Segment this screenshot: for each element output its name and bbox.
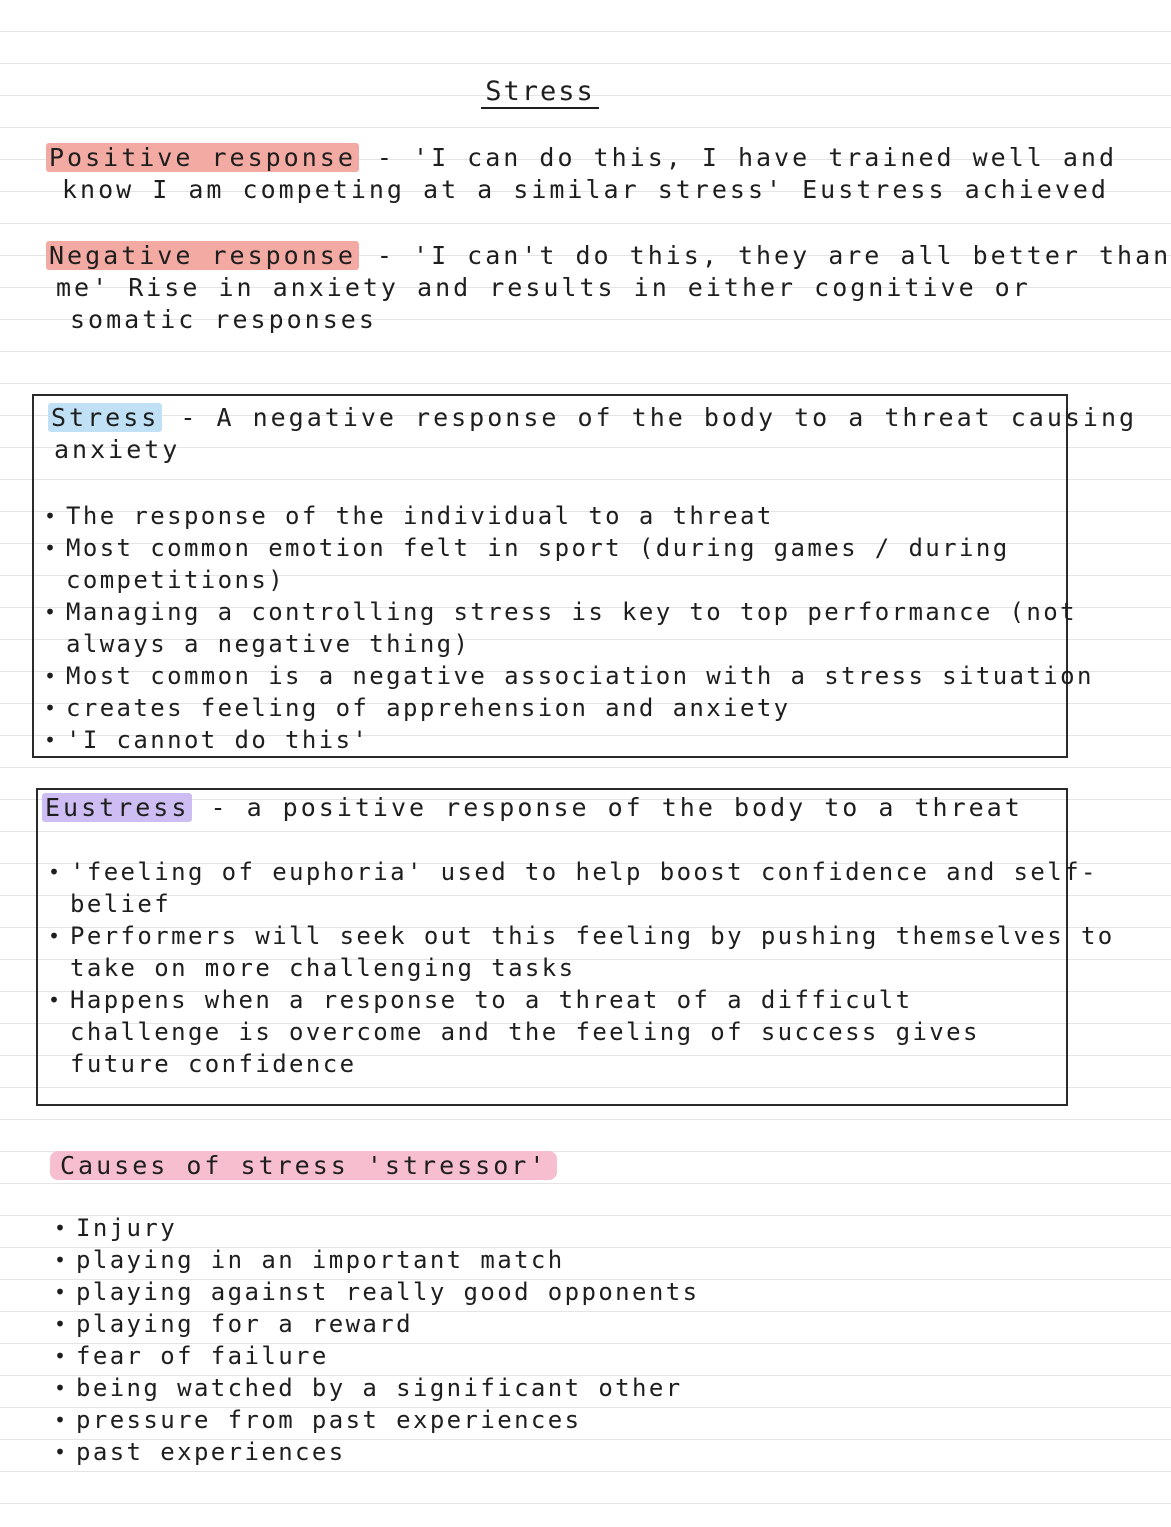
list-item-continuation: take on more challenging tasks bbox=[70, 954, 576, 982]
positive-line-2: know I am competing at a similar stress' Eustress achieved bbox=[62, 175, 1109, 204]
stress-bullet-list bbox=[42, 500, 1094, 756]
eustress-definition-line: Eustress - a positive response of the body to a threat bbox=[42, 792, 1023, 824]
eustress-definition bbox=[42, 792, 1023, 824]
stress-definition bbox=[48, 402, 1137, 466]
stress-term: Stress bbox=[48, 403, 162, 432]
list-item: • Happens when a response to a threat of a difficult bbox=[46, 984, 1115, 1016]
page-title: Stress bbox=[0, 76, 1080, 107]
list-item: • Performers will seek out this feeling by pushing themselves to bbox=[46, 920, 1115, 952]
stress-definition-line-2: anxiety bbox=[54, 435, 181, 464]
negative-label: Negative response bbox=[46, 241, 359, 270]
eustress-bullet-list bbox=[46, 856, 1115, 1080]
list-item: • The response of the individual to a threat bbox=[42, 500, 1094, 532]
list-item: • being watched by a significant other bbox=[52, 1372, 699, 1404]
list-item: • playing for a reward bbox=[52, 1308, 699, 1340]
list-item-continuation: belief bbox=[70, 890, 172, 918]
list-item-continuation: challenge is overcome and the feeling of success gives bbox=[70, 1018, 980, 1046]
list-item: • Managing a controlling stress is key to top performance (not bbox=[42, 596, 1094, 628]
negative-response bbox=[46, 240, 1171, 336]
positive-line-1: Positive response - 'I can do this, I have trained well and bbox=[46, 142, 1117, 174]
list-item: • past experiences bbox=[52, 1436, 699, 1468]
negative-line-2: me' Rise in anxiety and results in either cognitive or bbox=[56, 273, 1031, 302]
list-item-continuation: always a negative thing) bbox=[66, 630, 471, 658]
causes-list bbox=[52, 1212, 699, 1468]
list-item: • 'feeling of euphoria' used to help boost confidence and self- bbox=[46, 856, 1115, 888]
list-item: • 'I cannot do this' bbox=[42, 724, 1094, 756]
list-item: • Injury bbox=[52, 1212, 699, 1244]
list-item-continuation: competitions) bbox=[66, 566, 286, 594]
list-item: • pressure from past experiences bbox=[52, 1404, 699, 1436]
list-item: • playing against really good opponents bbox=[52, 1276, 699, 1308]
negative-line-3: somatic responses bbox=[70, 305, 377, 334]
eustress-term: Eustress bbox=[42, 793, 192, 822]
list-item-continuation: future confidence bbox=[70, 1050, 357, 1078]
causes-heading: Causes of stress 'stressor' bbox=[50, 1150, 557, 1182]
stress-definition-line-1: Stress - A negative response of the body to a threat causing bbox=[48, 402, 1137, 434]
positive-label: Positive response bbox=[46, 143, 359, 172]
list-item: • Most common emotion felt in sport (during games / during bbox=[42, 532, 1094, 564]
list-item: • fear of failure bbox=[52, 1340, 699, 1372]
positive-response bbox=[46, 142, 1117, 206]
list-item: • Most common is a negative association with a stress situation bbox=[42, 660, 1094, 692]
negative-line-1: Negative response - 'I can't do this, they are all better than bbox=[46, 240, 1171, 272]
list-item: • playing in an important match bbox=[52, 1244, 699, 1276]
list-item: • creates feeling of apprehension and anxiety bbox=[42, 692, 1094, 724]
